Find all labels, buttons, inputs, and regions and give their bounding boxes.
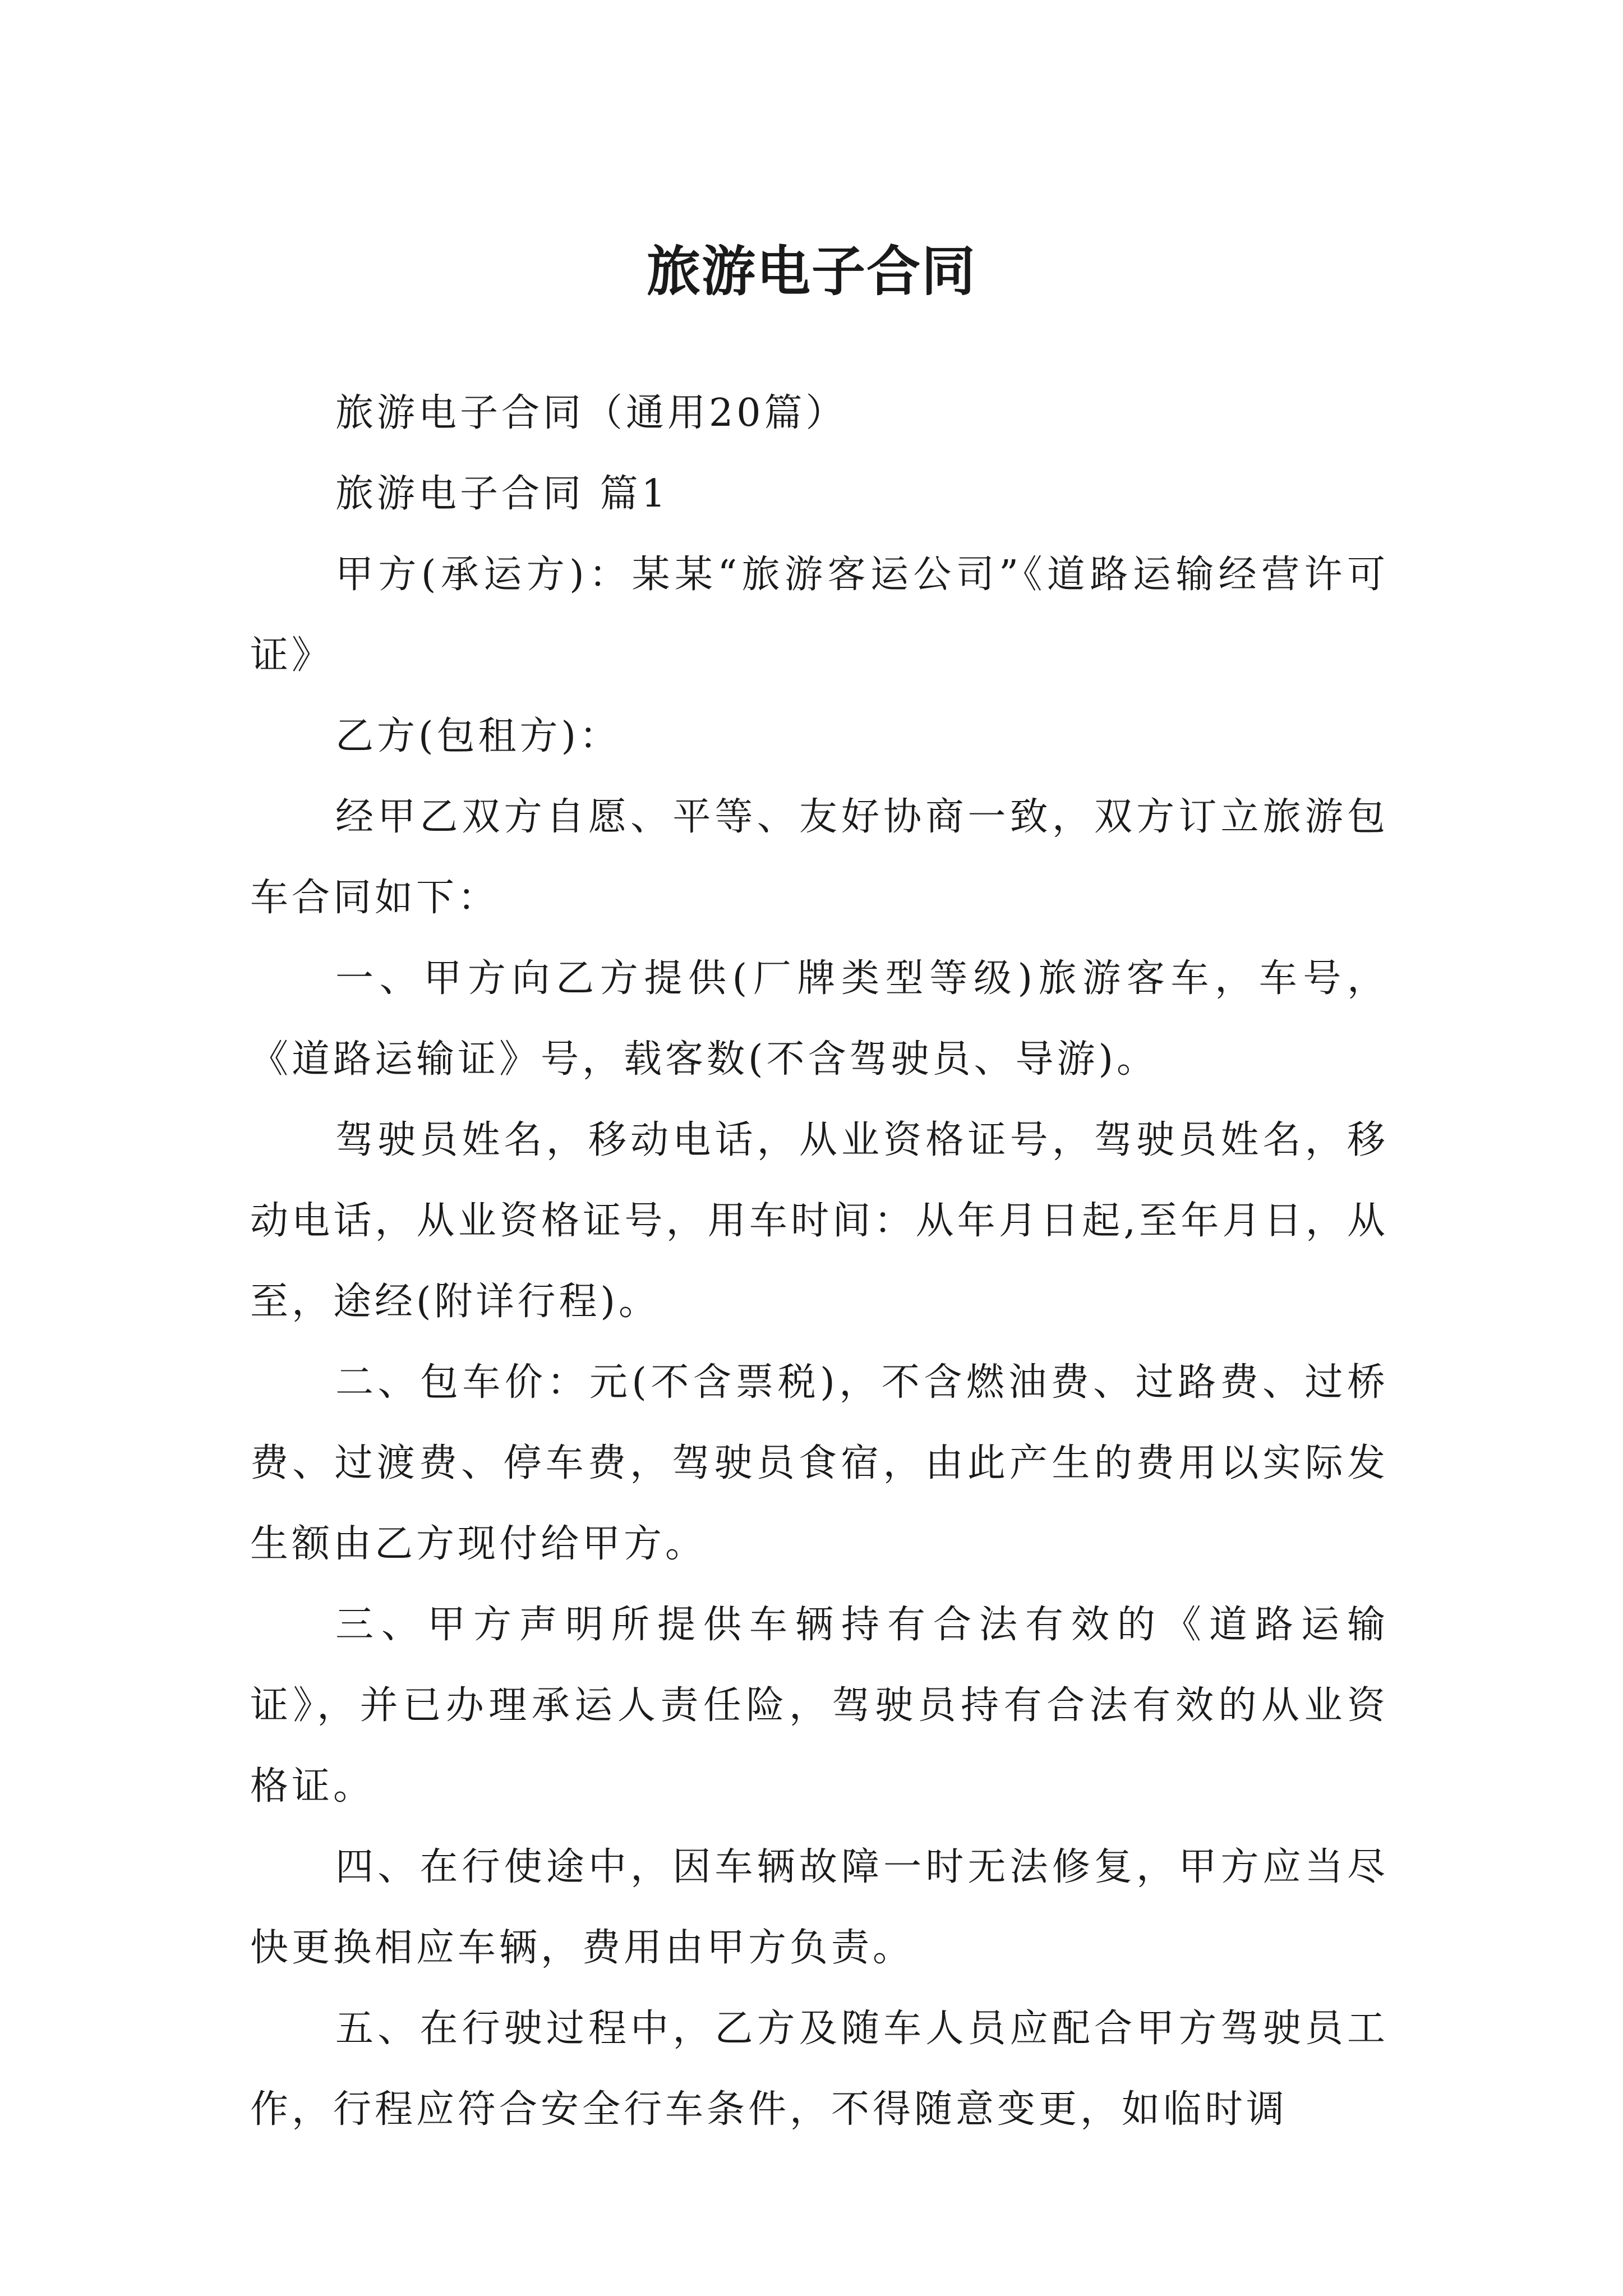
paragraph-clause-3: 三、甲方声明所提供车辆持有合法有效的《道路运输证》，并已办理承运人责任险，驾驶员持有合法有效的从业资格证。 [250, 1603, 1389, 1809]
paragraph-clause-2: 二、包车价：元(不含票税)，不含燃油费、过路费、过桥费、过渡费、停车费，驾驶员食宿，由此产生的费用以实际发生额由乙方现付给甲方。 [250, 1360, 1389, 1566]
paragraph-clause-1: 一、甲方向乙方提供(厂牌类型等级)旅游客车，车号，《道路运输证》号，载客数(不含驾驶员、导游)。 [250, 956, 1389, 1082]
paragraph-driver-info: 驾驶员姓名，移动电话，从业资格证号，驾驶员姓名，移动电话，从业资格证号，用车时间：从年月日起,至年月日，从至，途经(附详行程)。 [250, 1118, 1389, 1324]
paragraph-clause-5: 五、在行驶过程中，乙方及随车人员应配合甲方驾驶员工作，行程应符合安全行车条件，不得随意变更，如临时调 [250, 2007, 1389, 2132]
paragraph-preamble: 经甲乙双方自愿、平等、友好协商一致，双方订立旅游包车合同如下： [250, 795, 1389, 920]
paragraph-part-heading: 旅游电子合同 篇1 [335, 472, 669, 516]
document-title: 旅游电子合同 [647, 240, 976, 303]
paragraph-party-b: 乙方(包租方)： [335, 714, 621, 758]
document-body [250, 373, 1389, 2150]
paragraph-clause-4: 四、在行使途中，因车辆故障一时无法修复，甲方应当尽快更换相应车辆，费用由甲方负责。 [250, 1845, 1389, 1970]
paragraph-party-a: 甲方(承运方)：某某“旅游客运公司”《道路运输经营许可证》 [250, 553, 1389, 678]
paragraph-collection-heading: 旅游电子合同（通用20篇） [335, 391, 847, 435]
